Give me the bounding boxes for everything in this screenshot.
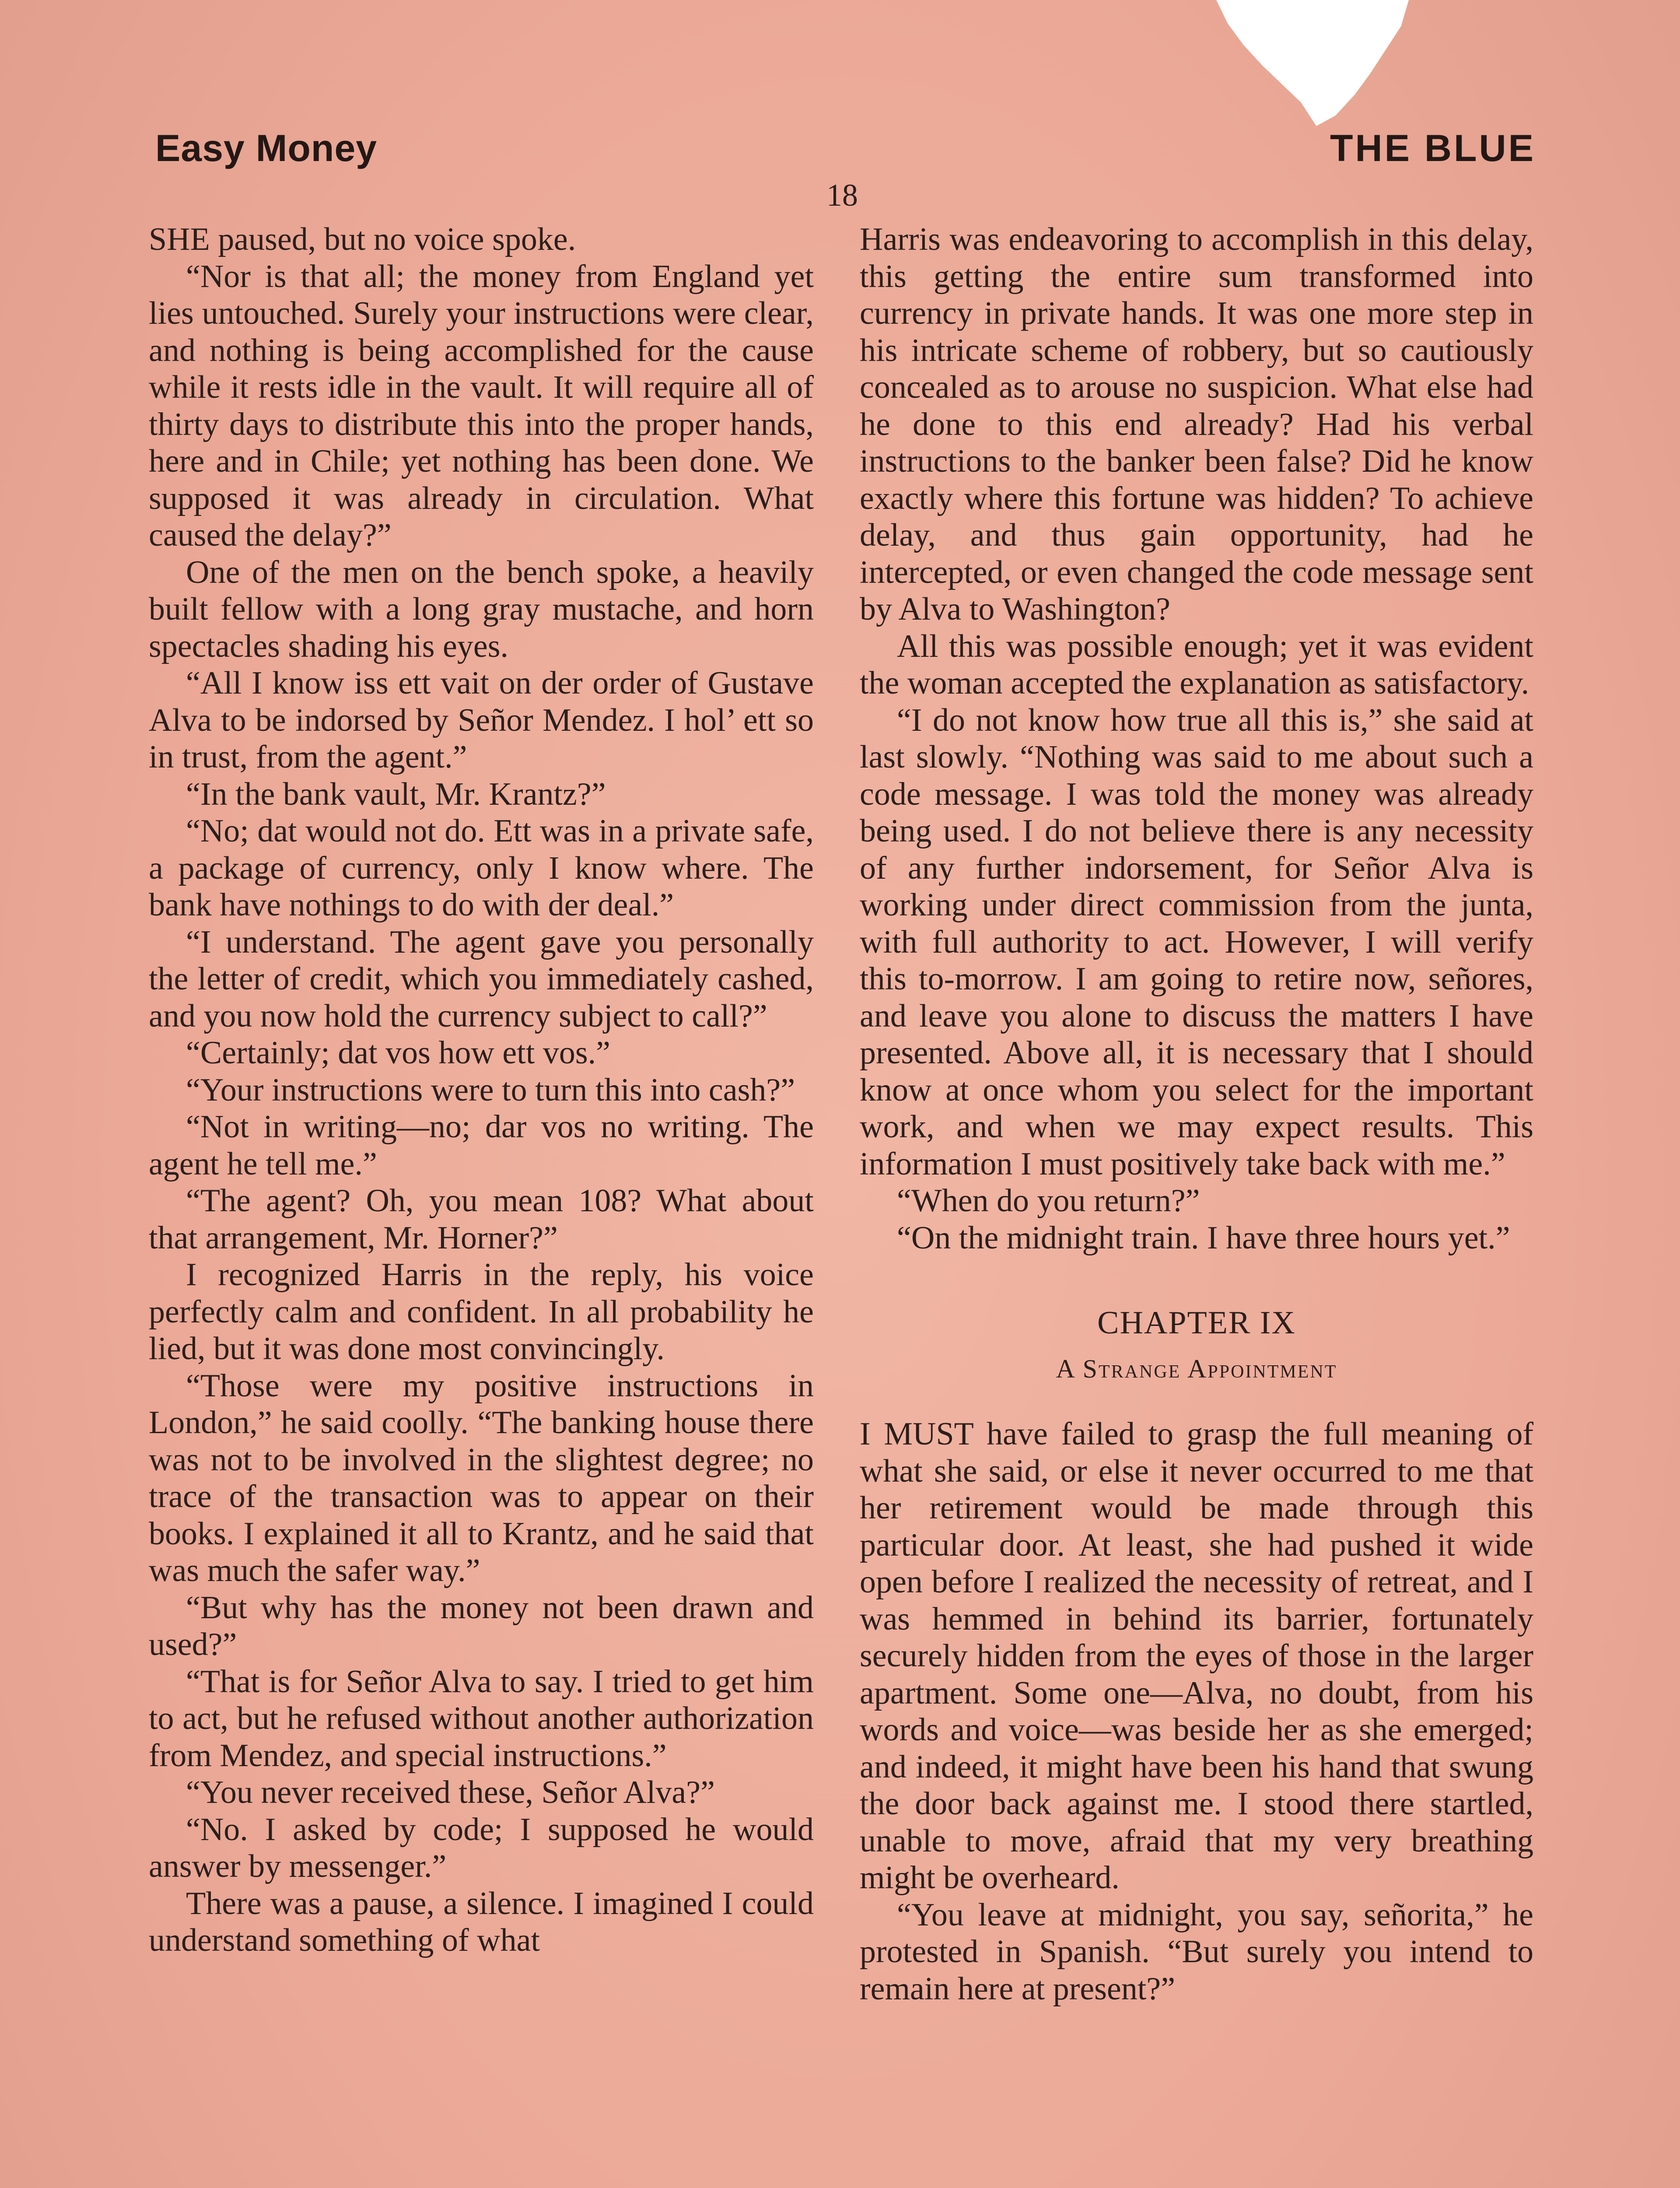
paragraph: “But why has the money not been drawn and used?” (149, 1589, 814, 1662)
paragraph: “You never received these, Señor Alva?” (186, 1774, 715, 1810)
paragraph: “When do you return?” (897, 1183, 1200, 1219)
torn-corner (1216, 0, 1409, 131)
paragraph: “Nor is that all; the money from England yet lies untouched. Surely your instructions were clear, and nothing is being accomplished for the cause while it rests idle in the vault. It will require all of thirty days to distribute this into the proper hands, here and in Chile; yet nothing has been done. We supposed it was already in circulation. What caused the delay?” (149, 258, 814, 553)
right-column (860, 221, 1533, 2007)
paragraph: “All I know iss ett vait on der order of Gustave Alva to be indorsed by Señor Mendez. I hol’ ett so in trust, from the agent.” (149, 665, 814, 775)
paragraph: “I understand. The agent gave you personally the letter of credit, which you immediately cashed, and you now hold the currency subject to call?” (149, 924, 814, 1034)
running-head-left: Easy Money (155, 127, 378, 169)
left-column (149, 221, 814, 1959)
paragraph: “That is for Señor Alva to say. I tried to get him to act, but he refused without another authorization from Mendez, and special instructions.” (149, 1663, 814, 1774)
paragraph: One of the men on the bench spoke, a heavily built fellow with a long gray mustache, and horn spectacles shading his eyes. (149, 554, 814, 664)
paragraph: “On the midnight train. I have three hours yet.” (897, 1220, 1510, 1256)
paragraph: “You leave at midnight, you say, señorita,” he protested in Spanish. “But surely you intend to remain here at present?” (860, 1897, 1533, 2007)
paragraph: SHE paused, but no voice spoke. (149, 221, 576, 257)
paragraph: “In the bank vault, Mr. Krantz?” (186, 776, 606, 812)
page-number: 18 (826, 178, 858, 213)
chapter-title: CHAPTER IX (1097, 1305, 1296, 1341)
paragraph: “I do not know how true all this is,” she said at last slowly. “Nothing was said to me about such a code message. I was told the money was already being used. I do not believe there is any necessity of any further indorsement, for Señor Alva is working under direct commission from the junta, with full authority to act. However, I will verify this to-morrow. I am going to retire now, señores, and leave you alone to discuss the matters I have presented. Above all, it is necessary that I should know at once whom you select for the important work, and when we may expect results. This information I must positively take back with me.” (860, 702, 1533, 1182)
paragraph: “The agent? Oh, you mean 108? What about that arrangement, Mr. Horner?” (149, 1183, 814, 1256)
paragraph: Harris was endeavoring to accomplish in this delay, this getting the entire sum transformed into currency in private hands. It was one more step in his intricate scheme of robbery, but so cautiously concealed as to arouse no suspicion. What else had he done to this end already? Had his verbal instructions to the banker been false? Did he know exactly where this fortune was hidden? To achieve delay, and thus gain opportunity, had he intercepted, or even changed the code message sent by Alva to Washington? (860, 221, 1533, 627)
paragraph: I recognized Harris in the reply, his voice perfectly calm and confident. In all probability he lied, but it was done most convincingly. (149, 1257, 814, 1367)
paragraph: “Those were my positive instructions in London,” he said coolly. “The banking house there was not to be involved in the slightest degree; no trace of the transaction was to appear on their books. I explained it all to Krantz, and he said that was much the safer way.” (149, 1368, 814, 1588)
paragraph: All this was possible enough; yet it was evident the woman accepted the explanation as satisfactory. (860, 628, 1533, 701)
paragraph: “No; dat would not do. Ett was in a private safe, a package of currency, only I know where. The bank have nothings to do with der deal.” (149, 813, 814, 923)
paragraph: “Not in writing—no; dar vos no writing. The agent he tell me.” (149, 1109, 814, 1182)
paragraph: I MUST have failed to grasp the full meaning of what she said, or else it never occurred to me that her retirement would be made through this particular door. At least, she had pushed it wide open before I realized the necessity of retreat, and I was hemmed in behind its barrier, fortunately securely hidden from the eyes of those in the larger apartment. Some one—Alva, no doubt, from his words and voice—was beside her as she emerged; and indeed, it might have been his hand that swung the door back against me. I stood there startled, unable to move, afraid that my very breathing might be overheard. (860, 1416, 1533, 1896)
chapter-subtitle: A Strange Appointment (1056, 1354, 1337, 1383)
paragraph: “Your instructions were to turn this into cash?” (186, 1072, 795, 1108)
paragraph: “Certainly; dat vos how ett vos.” (186, 1035, 611, 1071)
running-head-right: THE BLUE (1330, 127, 1536, 169)
paragraph: “No. I asked by code; I supposed he would answer by messenger.” (149, 1811, 814, 1884)
paragraph: There was a pause, a silence. I imagined I could understand something of what (149, 1885, 814, 1958)
